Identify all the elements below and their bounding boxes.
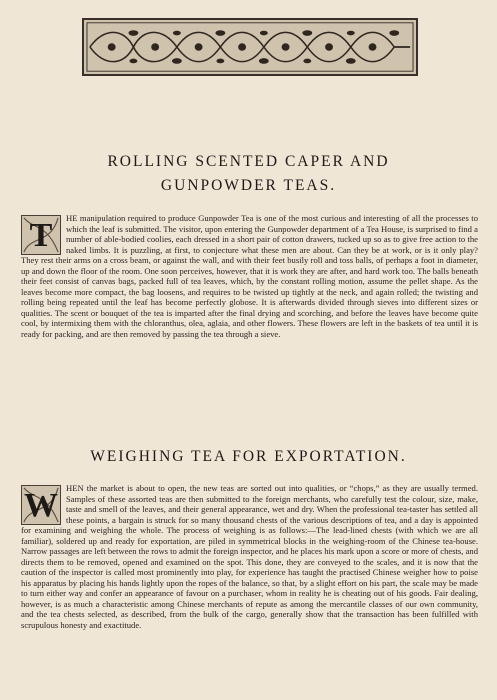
section-rolling-teas xyxy=(21,213,478,339)
section-title-weighing: WEIGHING TEA FOR EXPORTATION. xyxy=(90,448,407,465)
dropcap-letter: W xyxy=(24,487,58,524)
dropcap-w xyxy=(21,485,61,525)
section-title-rolling xyxy=(0,150,497,198)
section-title-line1: ROLLING SCENTED CAPER AND xyxy=(107,153,390,170)
floral-ornament-icon xyxy=(84,20,416,74)
body-paragraph: HE manipulation required to produce Gunpowder Tea is one of the most curious and interesting of all the processes to which the leaf is submitted. The visitor, upon entering the Gunpowder department of a Tea House, is surprised to find a number of able-bodied coolies, each dressed in a short pair of cotton drawers, tucked up so as to give free action to the naked limbs. It is puzzling, at first, to conjecture what these men are about. Can they be at work, or is it only play? They rest their arms on a cross beam, or against the wall, and with their feet busily roll and toss balls, of perhaps a foot in diameter, up and down the floor of the room. One soon perceives, however, that it is work they are after, and hard work too. The balls beneath their feet consist of canvas bags, packed full of tea leaves, which, by the constant rolling motion, assume the pellet shape. As the leaves become more compact, the bag loosens, and requires to be twisted up tightly at the neck, and again rolled; the twisting and rolling being repeated until the leaf has become perfectly globose. It is afterwards divided through sieves into different sizes or qualities. The scent or bouquet of the tea is imparted after the final drying and scorching, and before the leaves have become quite cool, by intermixing them with the chloranthus, olea, aglaia, and other flowers. These flowers are left in the baskets of tea until it is ready for packing, and are then removed by passing the tea through a sieve. xyxy=(21,213,478,339)
section-title-line2: GUNPOWDER TEAS. xyxy=(160,177,337,194)
section-weighing-tea xyxy=(21,483,478,630)
dropcap-letter: T xyxy=(29,217,53,254)
body-paragraph: HEN the market is about to open, the new teas are sorted out into qualities, or “chops,” as they are usually termed. Samples of these assorted teas are then submitted to the foreign merchants, who carefully test the colour, size, make, taste and smell of the leaves, and their general appearance, wet and dry. When the professional tea-taster has settled all these points, a bargain is struck for so many thousand chests of the various descriptions of tea, and a day is appointed for examining and weighing the whole. The process of weighing is as follows:—The lead-lined chests (with which we are all familiar), soldered up and ready for exportation, are piled in symmetrical blocks in the weighing-room of the Chinese tea-house. Narrow passages are left between the rows to admit the foreign inspector, and he places his mark upon a score or more of chests, and directs them to be removed, opened and examined on the spot. This done, they are conveyed to the scales, and it is now that the caution of the inspector is called most prominently into play, for experience has taught the practised Chinese weigher how to poise his apparatus by placing his hands lightly upon the ropes of the balance, so that, by a slight effort on his part, the scale may be made to turn either way and confer an appearance of favour on a purchaser, whom in reality he is cheating out of his goods. Fair dealing, however, is as much a characteristic among Chinese merchants of repute as among the mercantile classes of our own community, and the tea chests selected, as described, from the bulk of the cargo, generally show that the transaction has been fulfilled with scrupulous honesty and exactitude. xyxy=(21,483,478,630)
dropcap-t xyxy=(21,215,61,255)
ornamental-banner xyxy=(82,18,418,76)
